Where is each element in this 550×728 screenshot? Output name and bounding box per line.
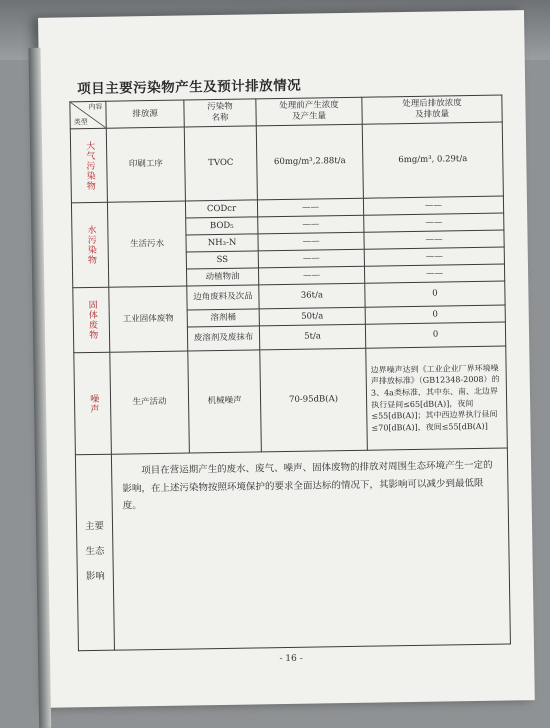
impact-heading: 主要生态影响: [84, 521, 105, 582]
water-before: ——: [258, 215, 364, 234]
water-pollutant: SS: [186, 251, 258, 269]
air-before: 60mg/m³,2.88t/a: [256, 124, 363, 200]
header-source: 排放源: [106, 100, 184, 128]
diag-bottom-label: 类型: [73, 118, 88, 127]
air-pollutant: TVOC: [184, 126, 257, 201]
category-air: [70, 128, 107, 203]
water-before: ——: [258, 266, 364, 285]
page-edge: [29, 48, 52, 728]
solid-pollutant: 废溶剂及废抹布: [187, 326, 259, 351]
solid-after: 0: [365, 322, 505, 348]
category-air-label: 大气污染物: [84, 140, 95, 191]
water-before: ——: [258, 249, 364, 268]
header-after: 处理后排放浓度 及排放量: [362, 95, 502, 124]
header-before: 处理前产生浓度 及产生量: [256, 97, 362, 126]
impact-heading-cell: [75, 454, 114, 651]
category-noise: [74, 352, 112, 455]
solid-source: 工业固体废物: [109, 286, 188, 352]
noise-source: 生产活动: [110, 351, 190, 454]
header-pollutant: 污染物 名称: [184, 99, 256, 127]
diag-top-label: 内容: [88, 102, 103, 112]
diagonal-header-cell: [70, 101, 106, 129]
impact-row: [75, 448, 510, 651]
air-row: [70, 122, 503, 203]
noise-before: 70-95dB(A): [260, 348, 368, 452]
water-after: ——: [364, 247, 504, 266]
water-pollutant: BOD₅: [186, 217, 258, 235]
water-before: ——: [258, 232, 364, 251]
water-before: ——: [257, 198, 363, 217]
solid-after: 0: [365, 281, 505, 307]
air-after: 6mg/m³, 0.29t/a: [362, 122, 503, 198]
solid-before: 36t/a: [259, 283, 365, 309]
water-pollutant: CODcr: [185, 200, 257, 218]
solid-pollutant: 边角废料及次品: [187, 285, 259, 310]
water-pollutant: NH₃-N: [186, 234, 258, 252]
solid-after: 0: [365, 305, 505, 324]
page-title: 项目主要污染物产生及预计排放情况: [77, 77, 302, 98]
solid-pollutant: 溶剂桶: [187, 309, 259, 327]
pollutant-table: [69, 95, 511, 652]
water-after: ——: [363, 196, 503, 215]
category-solid-label: 固体废物: [86, 299, 98, 341]
document-page: [38, 10, 535, 708]
category-solid: [73, 287, 110, 353]
water-after: ——: [364, 213, 504, 232]
air-source: 印刷工序: [106, 127, 185, 202]
noise-after: 边界噪声达到《工业企业厂界环境噪声排放标准》（GB12348-2008）的3、4a类标准，其中东、南、北边界执行昼间≤65[dB(A)]，夜间≤55[dB(A)]；其中西边界执行昼间≤70[dB(A)]，夜间≤55[dB(A)]: [366, 346, 508, 450]
water-after: ——: [364, 264, 504, 283]
water-pollutant: 动植物油: [186, 268, 258, 286]
water-after: ——: [364, 230, 504, 249]
solid-before: 5t/a: [259, 324, 365, 350]
noise-row: [74, 346, 508, 455]
solid-before: 50t/a: [259, 307, 365, 326]
noise-pollutant: 机械噪声: [188, 350, 262, 453]
category-noise-label: 噪声: [88, 393, 99, 414]
impact-text: 项目在营运期产生的废水、废气、噪声、固体废物的排放对周围生态环境产生一定的影响，在上述污染物按照环境保护的要求全面达标的情况下，其影响可以减少到最低限度。: [111, 448, 510, 650]
water-source: 生活污水: [107, 201, 186, 287]
page-number: - 16 -: [279, 653, 303, 665]
category-water-label: 水污染物: [85, 224, 97, 266]
category-water: [71, 202, 108, 288]
